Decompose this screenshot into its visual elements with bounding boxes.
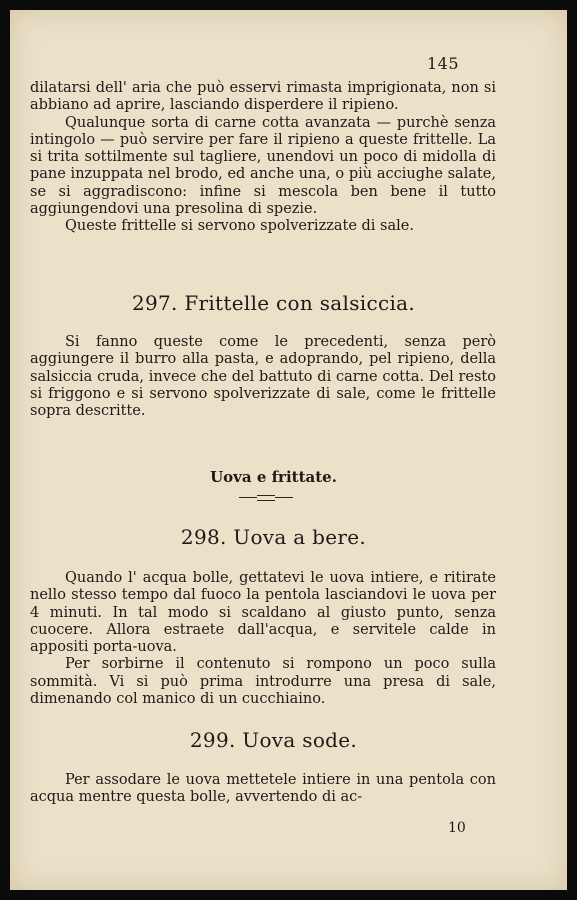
recipe-298-paragraph-1: Quando l' acqua bolle, gettatevi le uova intiere, e ritirate nello stesso tempo dal fuoco la pentola lasciandovi le uova per 4 minuti. In tal modo si scaldano al giusto punto, senza cuocere. Allora estraete dall'acqua, e servitele calde in appositi porta-uova. (30, 570, 496, 656)
recipe-297-text (30, 334, 496, 420)
intro-paragraph-1: dilatarsi dell' aria che può esservi rimasta imprigionata, non si abbiano ad aprire, lasciando disperdere il ripieno. (30, 80, 496, 114)
recipe-298-paragraph-2: Per sorbirne il contenuto si rompono un poco sulla sommità. Vi si può prima introdurre una presa di sale, dimenando col manico di un cucchiaino. (30, 656, 496, 708)
page-number: 145 (427, 54, 460, 73)
recipe-297-title: 297. Frittelle con salsiccia. (131, 291, 416, 315)
section-divider-ornament (239, 495, 293, 501)
recipe-299-title: 299. Uova sode. (189, 728, 358, 752)
recipe-297-paragraph-1: Si fanno queste come le precedenti, senza però aggiungere il burro alla pasta, e adoprando, pel ripieno, della salsiccia cruda, invece che del battuto di carne cotta. Del resto si friggono e si servono spolverizzate di sale, come le frittelle sopra descritte. (30, 334, 496, 420)
recipe-299-text (30, 772, 496, 807)
recipe-299-paragraph-1: Per assodare le uova mettetele intiere in una pentola con acqua mentre questa bolle, avvertendo di ac- (30, 772, 496, 806)
book-page (10, 10, 567, 890)
intro-text (30, 80, 496, 236)
recipe-298-text (30, 570, 496, 708)
intro-paragraph-2: Qualunque sorta di carne cotta avanzata — purchè senza intingolo — può servire per fare il ripieno a queste frittelle. La si trita sottilmente sul tagliere, unendovi un poco di midolla di pane inzuppata nel brodo, ed anche una, o più acciughe salate, se si aggradiscono: infine si mescola ben bene il tutto aggiungendovi una presolina di spezie. (30, 114, 496, 218)
section-title: Uova e frittate. (210, 468, 337, 486)
intro-paragraph-3: Queste frittelle si servono spolverizzate di sale. (65, 218, 414, 235)
signature-mark: 10 (448, 820, 466, 836)
recipe-298-title: 298. Uova a bere. (180, 525, 367, 549)
